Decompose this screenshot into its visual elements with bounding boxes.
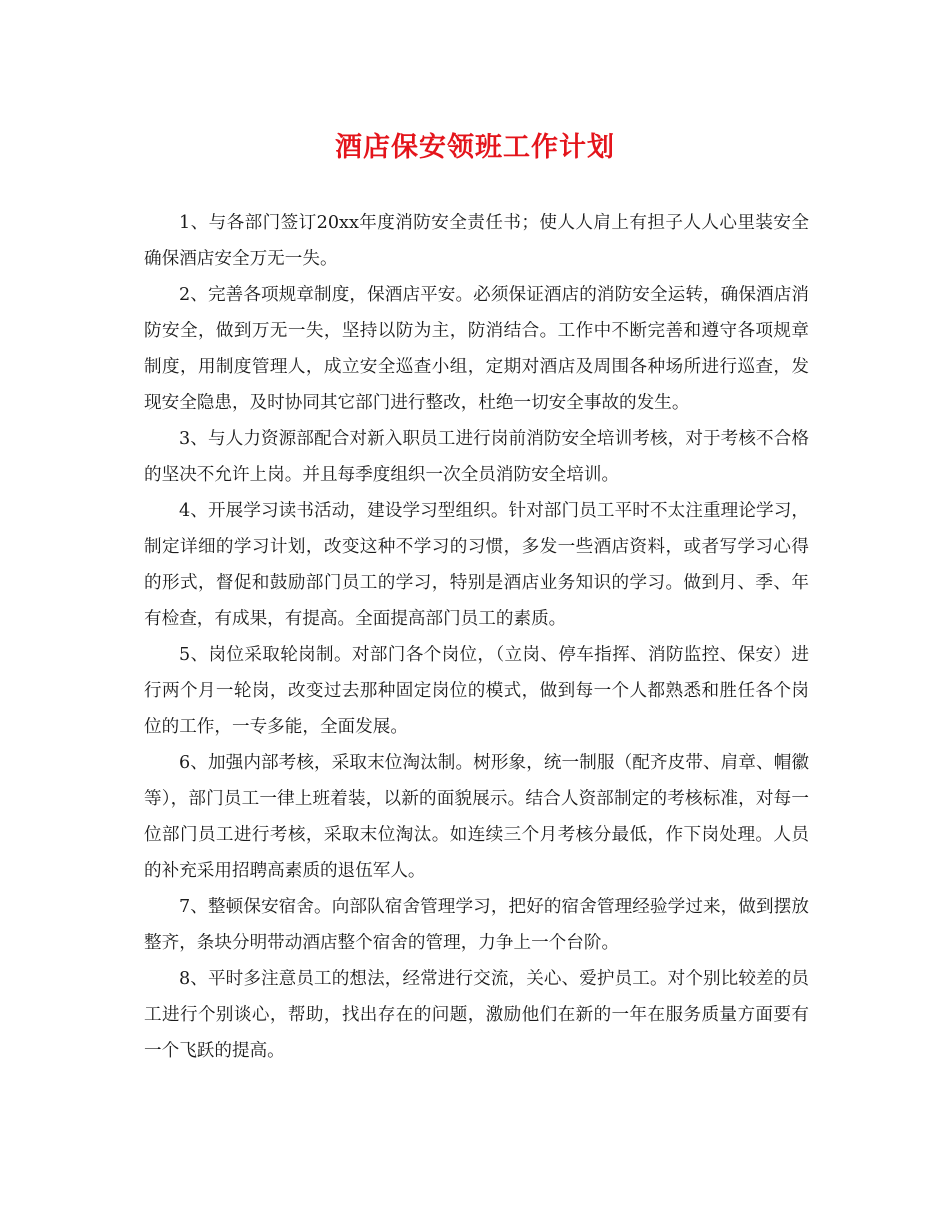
paragraph-4: 4、开展学习读书活动，建设学习型组织。针对部门员工平时不太注重理论学习，制定详细的学习计划，改变这种不学习的习惯，多发一些酒店资料，或者写学习心得的形式，督促和鼓励部门员工的学习，特别是酒店业务知识的学习。做到月、季、年有检查，有成果，有提高。全面提高部门员工的素质。 — [144, 501, 809, 629]
paragraph-1: 1、与各部门签订20xx年度消防安全责任书；使人人肩上有担子人人心里装安全确保酒店安全万无一失。 — [144, 213, 809, 269]
paragraph-7: 7、整顿保安宿舍。向部队宿舍管理学习，把好的宿舍管理经验学过来，做到摆放整齐，条块分明带动酒店整个宿舍的管理，力争上一个台阶。 — [144, 897, 809, 953]
paragraph-6: 6、加强内部考核，采取末位淘汰制。树形象，统一制服（配齐皮带、肩章、帽徽等），部门员工一律上班着装，以新的面貌展示。结合人资部制定的考核标准，对每一位部门员工进行考核，采取末位淘汰。如连续三个月考核分最低，作下岗处理。人员的补充采用招聘高素质的退伍军人。 — [144, 753, 809, 881]
document-title: 酒店保安领班工作计划 — [335, 132, 615, 163]
paragraph-2: 2、完善各项规章制度，保酒店平安。必须保证酒店的消防安全运转，确保酒店消防安全，做到万无一失，坚持以防为主，防消结合。工作中不断完善和遵守各项规章制度，用制度管理人，成立安全巡查小组，定期对酒店及周围各种场所进行巡查，发现安全隐患，及时协同其它部门进行整改，杜绝一切安全事故的发生。 — [144, 285, 809, 413]
paragraph-5: 5、岗位采取轮岗制。对部门各个岗位，（立岗、停车指挥、消防监控、保安）进行两个月一轮岗，改变过去那种固定岗位的模式，做到每一个人都熟悉和胜任各个岗位的工作，一专多能，全面发展。 — [144, 645, 809, 737]
document-body — [144, 205, 809, 1069]
paragraph-3: 3、与人力资源部配合对新入职员工进行岗前消防安全培训考核，对于考核不合格的坚决不允许上岗。并且每季度组织一次全员消防安全培训。 — [144, 429, 809, 485]
paragraph-8: 8、平时多注意员工的想法，经常进行交流，关心、爱护员工。对个别比较差的员工进行个别谈心，帮助，找出存在的问题，激励他们在新的一年在服务质量方面要有一个飞跃的提高。 — [144, 969, 809, 1061]
